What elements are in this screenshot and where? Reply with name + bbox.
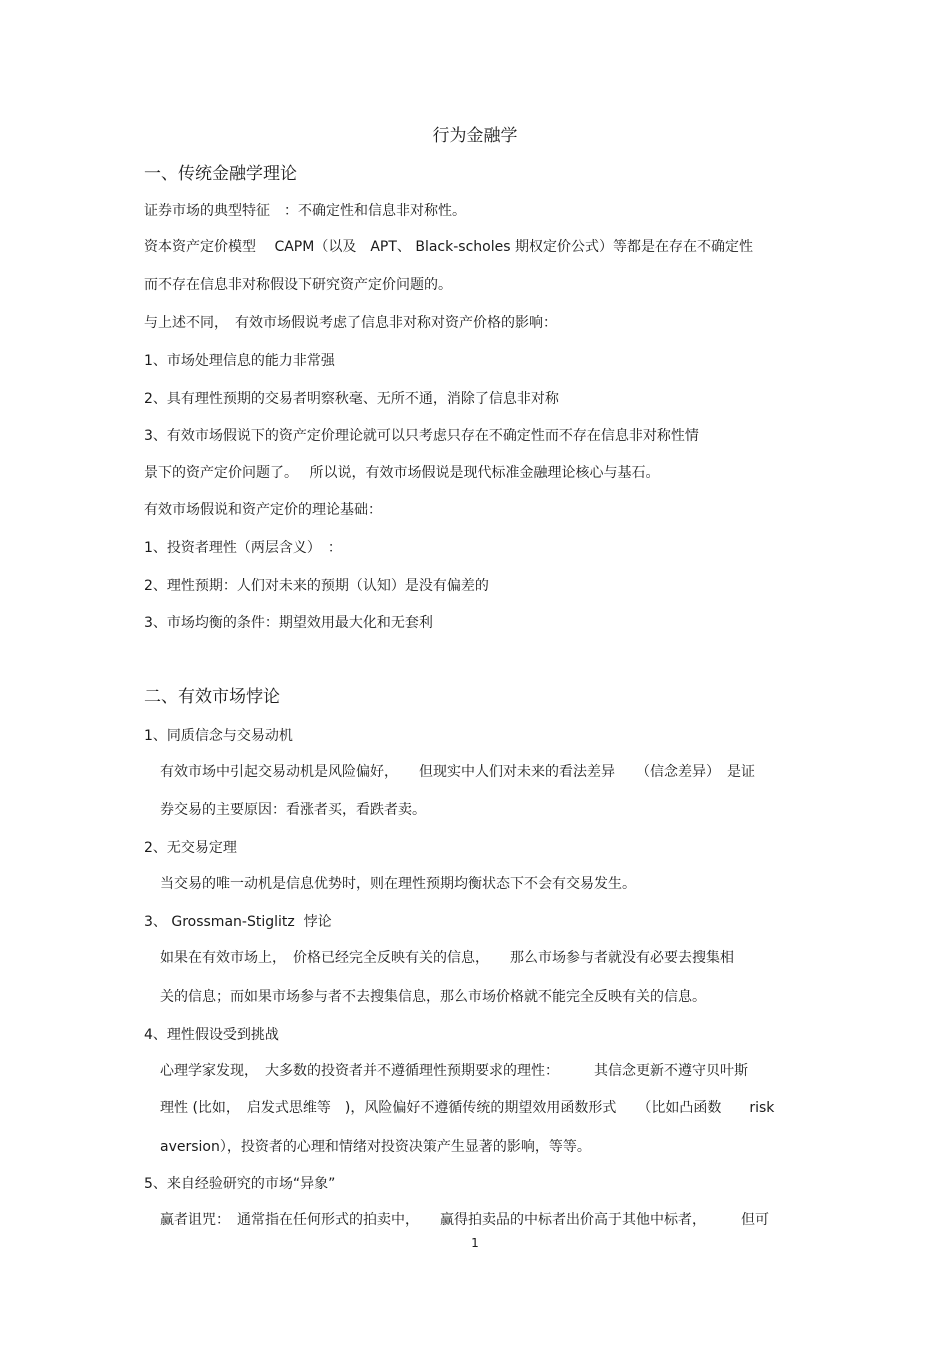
paragraph-line: 证券市场的典型特征 ：不确定性和信息非对称性。 xyxy=(144,203,466,219)
paragraph-line: 心理学家发现， 大多数的投资者并不遵循理性预期要求的理性： 其信念更新不遵守贝叶斯 xyxy=(160,1063,748,1079)
paragraph-line: 有效市场假说和资产定价的理论基础： xyxy=(144,502,382,518)
paragraph-line: 券交易的主要原因：看涨者买，看跌者卖。 xyxy=(160,802,426,818)
section-heading-efficient-market-paradox: 二、有效市场悖论 xyxy=(144,687,280,707)
list-item: 1、投资者理性（两层含义） ： xyxy=(144,540,342,556)
subsection-title: 1、同质信念与交易动机 xyxy=(144,728,293,744)
subsection-title: 2、无交易定理 xyxy=(144,840,237,856)
list-item: 3、有效市场假说下的资产定价理论就可以只考虑只存在不确定性而不存在信息非对称性情 xyxy=(144,428,699,444)
paragraph-line: 赢者诅咒： 通常指在任何形式的拍卖中， 赢得拍卖品的中标者出价高于其他中标者， 但可 xyxy=(160,1212,769,1228)
paragraph-line: 资本资产定价模型 CAPM（以及 APT、 Black-scholes 期权定价公式）等都是在存在不确定性 xyxy=(144,239,753,255)
subsection-title: 5、来自经验研究的市场“异象” xyxy=(144,1176,336,1192)
list-item: 2、理性预期：人们对未来的预期（认知）是没有偏差的 xyxy=(144,578,489,594)
list-item: 3、市场均衡的条件：期望效用最大化和无套利 xyxy=(144,615,433,631)
document-title: 行为金融学 xyxy=(432,126,518,146)
subsection-title: 4、理性假设受到挑战 xyxy=(144,1027,279,1043)
section-heading-traditional-finance: 一、传统金融学理论 xyxy=(144,164,297,184)
paragraph-line: 当交易的唯一动机是信息优势时，则在理性预期均衡状态下不会有交易发生。 xyxy=(160,876,636,892)
paragraph-line: 如果在有效市场上， 价格已经完全反映有关的信息， 那么市场参与者就没有必要去搜集相 xyxy=(160,950,734,966)
page-number: 1 xyxy=(471,1236,479,1250)
paragraph-line: aversion），投资者的心理和情绪对投资决策产生显著的影响，等等。 xyxy=(160,1139,591,1155)
paragraph-line: 关的信息；而如果市场参与者不去搜集信息，那么市场价格就不能完全反映有关的信息。 xyxy=(160,989,706,1005)
paragraph-line: 与上述不同， 有效市场假说考虑了信息非对称对资产价格的影响： xyxy=(144,315,557,331)
paragraph-line: 而不存在信息非对称假设下研究资产定价问题的。 xyxy=(144,277,452,293)
paragraph-line: 有效市场中引起交易动机是风险偏好， 但现实中人们对未来的看法差异 （信念差异） 是证 xyxy=(160,764,755,780)
subsection-title: 3、 Grossman-Stiglitz 悖论 xyxy=(144,914,332,930)
paragraph-line: 景下的资产定价问题了。 所以说，有效市场假说是现代标准金融理论核心与基石。 xyxy=(144,465,660,481)
paragraph-line: 理性 (比如， 启发式思维等 )，风险偏好不遵循传统的期望效用函数形式 （比如凸函数 risk xyxy=(160,1100,775,1116)
list-item: 1、市场处理信息的能力非常强 xyxy=(144,353,335,369)
list-item: 2、具有理性预期的交易者明察秋毫、无所不通，消除了信息非对称 xyxy=(144,391,559,407)
